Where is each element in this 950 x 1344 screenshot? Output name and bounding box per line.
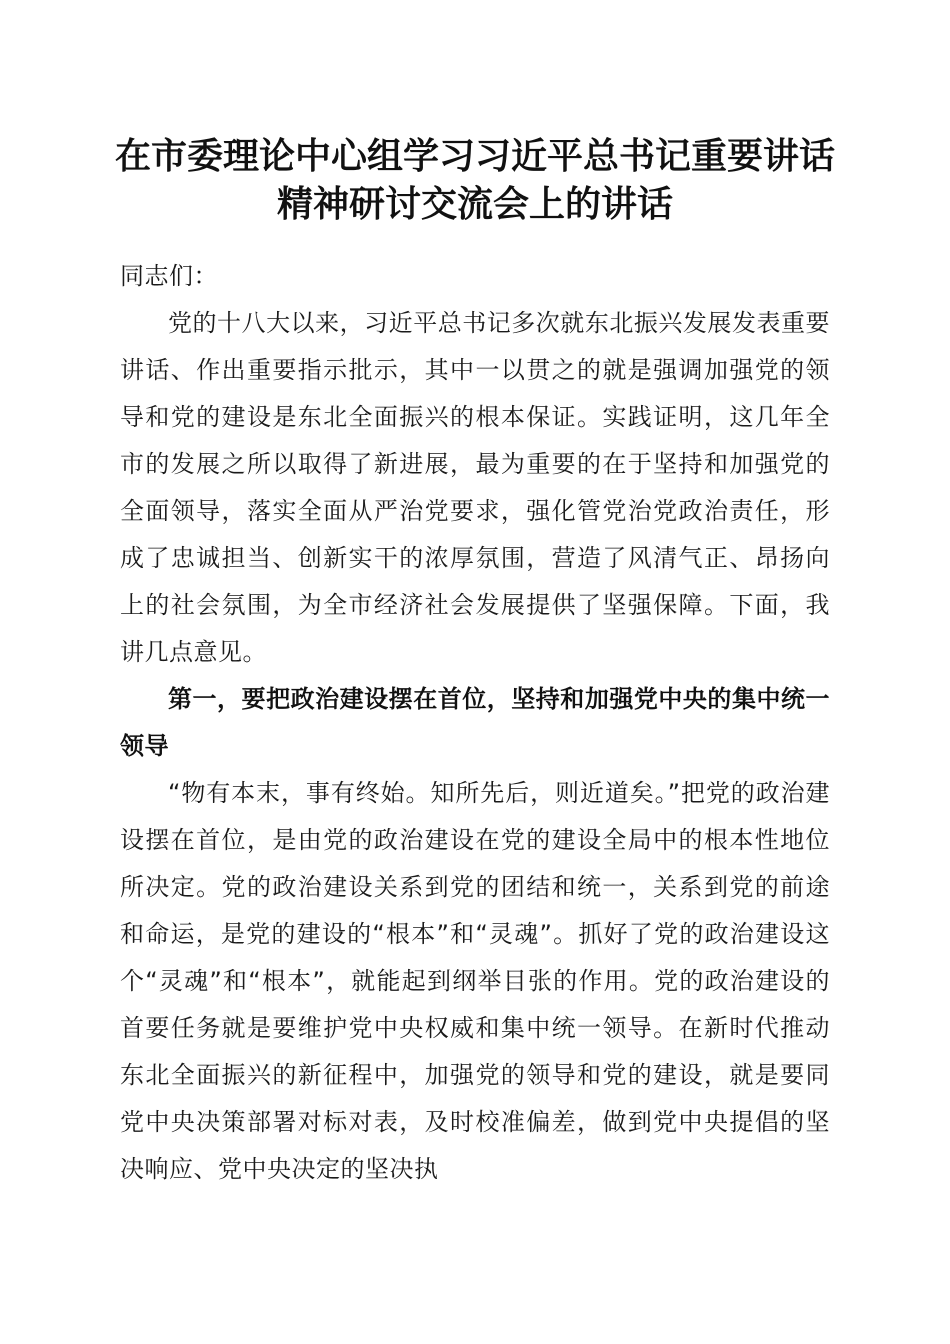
- document-title: [100, 132, 850, 228]
- section-paragraph: “物有本末，事有终始。知所先后，则近道矣。”把党的政治建设摆在首位，是由党的政治建设在党的建设全局中的根本性地位所决定。党的政治建设关系到党的团结和统一，关系到党的前途和命运，是党的建设的“根本”和“灵魂”。抓好了党的政治建设这个“灵魂”和“根本”，就能起到纲举目张的作用。党的政治建设的首要任务就是要维护党中央权威和集中统一领导。在新时代推动东北全面振兴的新征程中，加强党的领导和党的建设，就是要同党中央决策部署对标对表，及时校准偏差，做到党中央提倡的坚决响应、党中央决定的坚决执: [120, 779, 830, 1183]
- salutation: 同志们：: [120, 262, 218, 290]
- section-heading: 第一，要把政治建设摆在首位，坚持和加强党中央的集中统一领导: [120, 685, 830, 760]
- document-body: [120, 253, 830, 1193]
- intro-paragraph: 党的十八大以来，习近平总书记多次就东北振兴发展发表重要讲话、作出重要指示批示，其中一以贯之的就是强调加强党的领导和党的建设是东北全面振兴的根本保证。实践证明，这几年全市的发展之所以取得了新进展，最为重要的在于坚持和加强党的全面领导，落实全面从严治党要求，强化管党治党政治责任，形成了忠诚担当、创新实干的浓厚氛围，营造了风清气正、昂扬向上的社会氛围，为全市经济社会发展提供了坚强保障。下面，我讲几点意见。: [120, 309, 830, 666]
- title-line-1: 在市委理论中心组学习习近平总书记重要讲话: [114, 135, 835, 177]
- title-line-2: 精神研讨交流会上的讲话: [276, 183, 673, 225]
